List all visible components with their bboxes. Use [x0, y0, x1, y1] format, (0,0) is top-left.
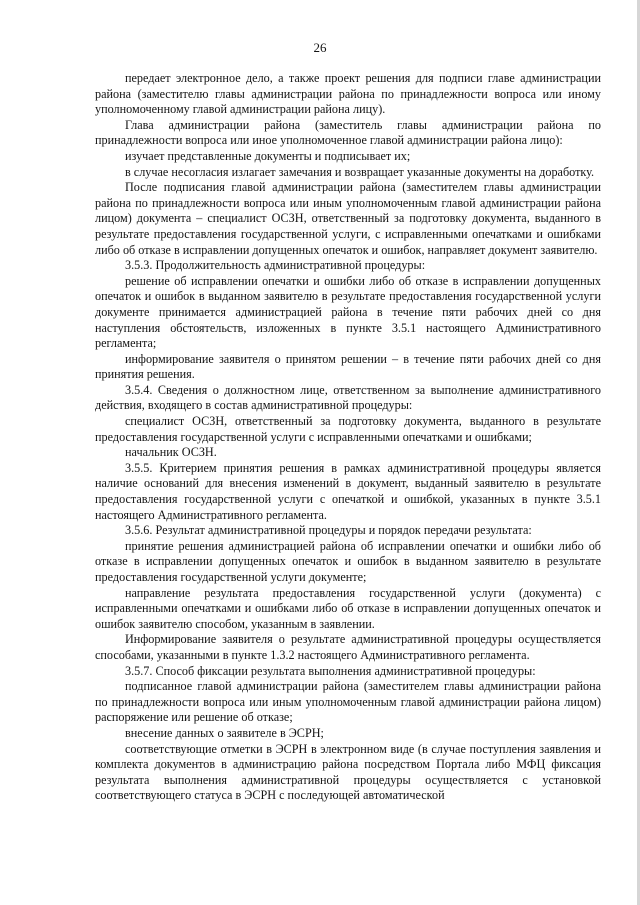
paragraph: 3.5.6. Результат административной процедуры и порядок передачи результата: — [125, 523, 532, 538]
paragraph: в случае несогласия излагает замечания и возвращает указанные документы на доработку. — [125, 164, 595, 179]
paragraph: соответствующие отметки в ЭСРН в электронном виде (в случае поступления заявления и комплекта документов в администрацию района посредством Портала либо МФЦ фиксация результата выполнения административной процедуры осуществляется с установкой соответствующего статуса в ЭСРН с последующей автоматической — [95, 741, 601, 803]
paragraph: подписанное главой администрации района (заместителем главы администрации района по принадлежности вопроса или иным уполномоченным главой администрации района лицом) распоряжение или решение об отказе; — [95, 679, 601, 725]
paragraph: 3.5.7. Способ фиксации результата выполнения административной процедуры: — [125, 663, 536, 678]
paragraph: изучает представленные документы и подписывает их; — [125, 148, 411, 163]
paragraph: 3.5.3. Продолжительность административной процедуры: — [125, 258, 426, 273]
paragraph: 3.5.5. Критерием принятия решения в рамках административной процедуры является наличие оснований для внесения изменений в документ, выданный заявителю в результате предоставления государственной услуги с опечаткой и ошибкой, указанных в пункте 3.5.1 настоящего Административного регламента. — [95, 460, 601, 522]
paragraph: передает электронное дело, а также проект решения для подписи главе администрации района (заместителю главы администрации района по принадлежности вопроса или иному уполномоченному главой администрации района лицу). — [95, 71, 601, 117]
paragraph: специалист ОСЗН, ответственный за подготовку документа, выданного в результате предоставления государственной услуги с исправленными опечатками и ошибками; — [95, 414, 601, 444]
paragraph: Информирование заявителя о результате административной процедуры осуществляется способами, указанными в пункте 1.3.2 настоящего Административного регламента. — [95, 632, 601, 662]
page-number: 26 — [313, 40, 327, 55]
paragraph: информирование заявителя о принятом решении – в течение пяти рабочих дней со дня принятия решения. — [95, 351, 601, 382]
paragraph: начальник ОСЗН. — [125, 445, 217, 460]
paragraph: направление результата предоставления государственной услуги (документа) с исправленными опечатками и ошибками либо об отказе в исправлении допущенных опечаток и ошибок заявителю способом, указанным в заявлении. — [95, 585, 601, 631]
paragraph: 3.5.4. Сведения о должностном лице, ответственном за выполнение административного действия, входящего в состав административной процедуры: — [95, 382, 601, 413]
paragraph: решение об исправлении опечатки и ошибки либо об отказе в исправлении допущенных опечаток и ошибок в выданном заявителю в результате предоставления государственной услуги документе принимается администрацией района в течение пяти рабочих дней со дня наступления обстоятельств, изложенных в пункте 3.5.1 настоящего Административного регламента; — [95, 273, 601, 351]
paragraph: принятие решения администрацией района об исправлении опечатки и ошибки либо об отказе в исправлении допущенных опечаток и ошибок в выданном заявителю в результате предоставления государственной услуги документе; — [95, 538, 601, 584]
paragraph: внесение данных о заявителе в ЭСРН; — [125, 725, 324, 740]
paragraph: Глава администрации района (заместитель главы администрации района по принадлежности вопроса или иное уполномоченное главой администрации района лицо): — [95, 117, 601, 148]
document-body — [95, 71, 601, 804]
paragraph: После подписания главой администрации района (заместителем главы администрации района по принадлежности вопроса или иным уполномоченным главой администрации района лицом) документа – специалист ОСЗН, ответственный за подготовку документа, выданного в результате предоставления государственной услуги, с исправленными опечатками и ошибками либо об отказе в исправлении допущенных опечаток и ошибок, направляет документ заявителю. — [95, 180, 601, 257]
